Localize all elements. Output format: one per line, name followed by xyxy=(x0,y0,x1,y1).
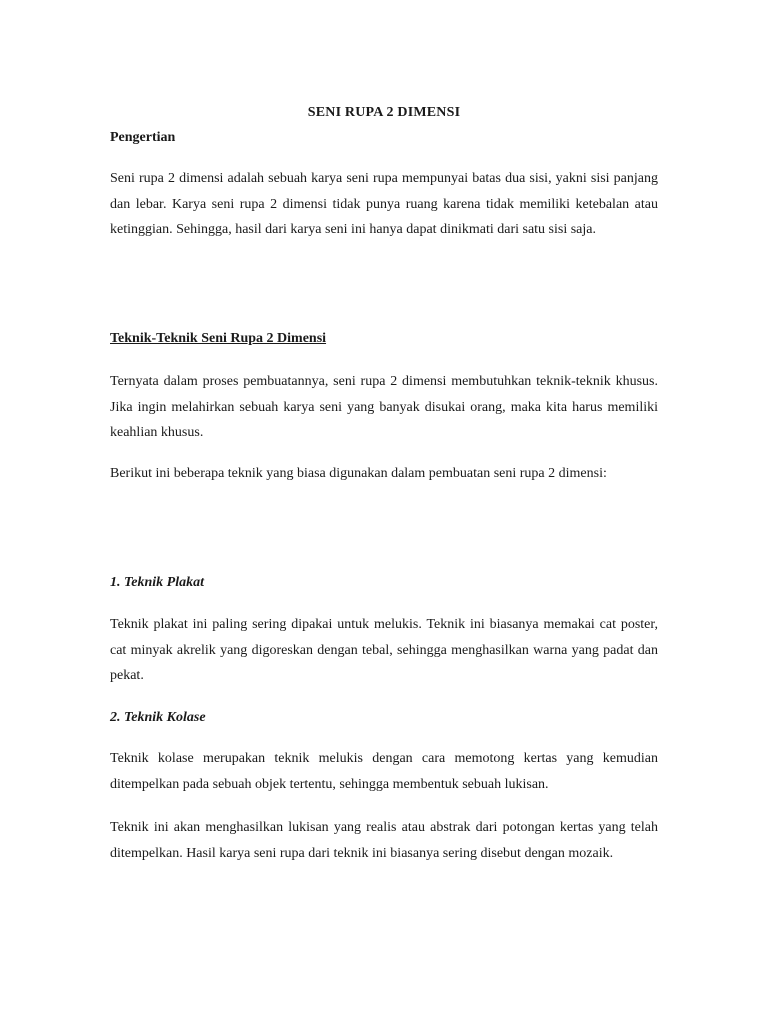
paragraph-teknik-kolase-1: Teknik kolase merupakan teknik melukis dengan cara memotong kertas yang kemudian ditempelkan pada sebuah objek tertentu, sehingga membentuk sebuah lukisan. xyxy=(110,751,658,792)
heading-teknik-kolase: 2. Teknik Kolase xyxy=(110,710,206,725)
paragraph-teknik-intro-1: Ternyata dalam proses pembuatannya, seni rupa 2 dimensi membutuhkan teknik-teknik khusus. Jika ingin melahirkan sebuah karya seni yang banyak disukai orang, maka kita harus memiliki keahlian khusus. xyxy=(110,374,658,440)
paragraph-teknik-plakat: Teknik plakat ini paling sering dipakai untuk melukis. Teknik ini biasanya memakai cat poster, cat minyak akrelik yang digoreskan dengan tebal, sehingga menghasilkan warna yang padat dan pekat. xyxy=(110,617,658,683)
heading-teknik-plakat: 1. Teknik Plakat xyxy=(110,575,204,590)
document-title: SENI RUPA 2 DIMENSI xyxy=(307,105,461,120)
paragraph-pengertian: Seni rupa 2 dimensi adalah sebuah karya seni rupa mempunyai batas dua sisi, yakni sisi panjang dan lebar. Karya seni rupa 2 dimensi tidak punya ruang karena tidak memiliki ketebalan atau ketinggian. Sehingga, hasil dari karya seni ini hanya dapat dinikmati dari satu sisi saja. xyxy=(110,171,658,237)
paragraph-teknik-intro-2: Berikut ini beberapa teknik yang biasa digunakan dalam pembuatan seni rupa 2 dimensi: xyxy=(110,466,607,481)
paragraph-teknik-kolase-2: Teknik ini akan menghasilkan lukisan yang realis atau abstrak dari potongan kertas yang telah ditempelkan. Hasil karya seni rupa dari teknik ini biasanya sering disebut dengan mozaik. xyxy=(110,820,658,861)
heading-teknik: Teknik-Teknik Seni Rupa 2 Dimensi xyxy=(110,331,327,346)
heading-pengertian: Pengertian xyxy=(110,130,176,145)
